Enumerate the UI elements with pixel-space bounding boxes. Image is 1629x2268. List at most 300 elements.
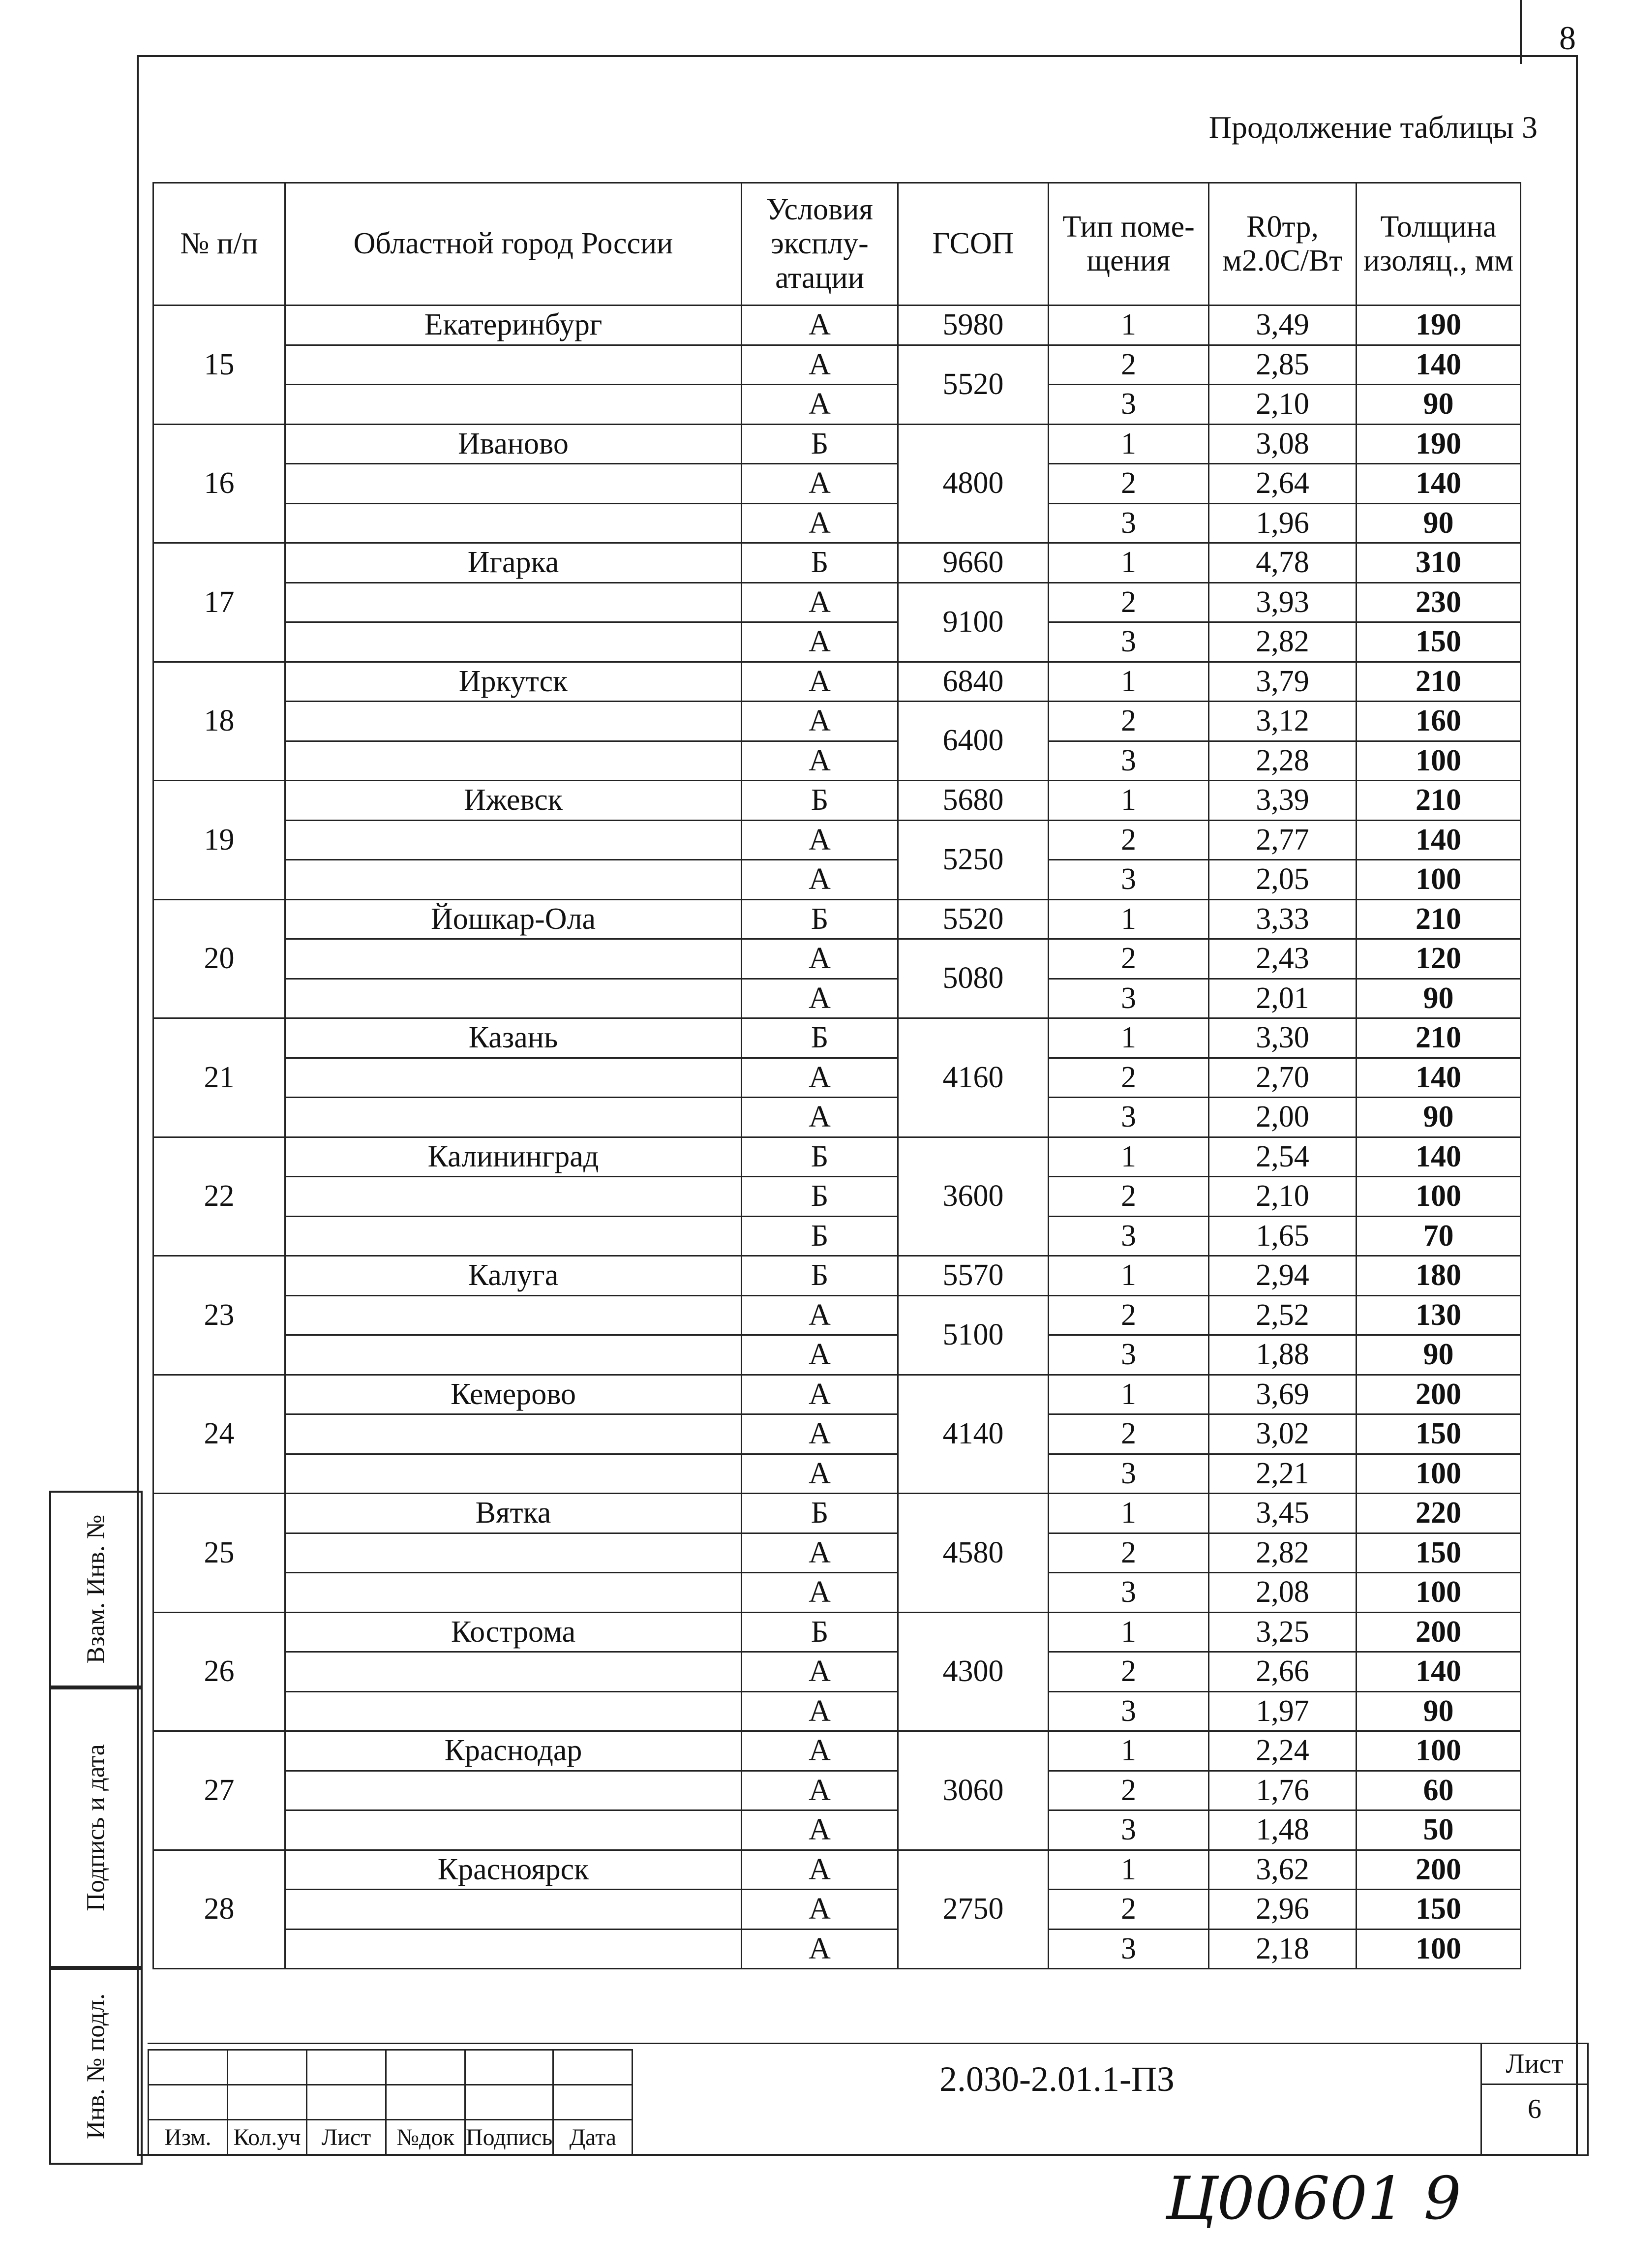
stamp-label: №док bbox=[386, 2120, 465, 2155]
resistance-cell: 2,70 bbox=[1209, 1058, 1357, 1098]
handwritten-note: Ц00601 9 bbox=[1166, 2165, 1461, 2233]
thickness-cell: 100 bbox=[1357, 1731, 1521, 1771]
city-cell bbox=[285, 1771, 742, 1810]
condition-cell: А bbox=[742, 1810, 898, 1850]
room-type-cell: 3 bbox=[1049, 1691, 1209, 1731]
thickness-cell: 90 bbox=[1357, 1335, 1521, 1375]
table-row bbox=[153, 1098, 1521, 1137]
city-cell bbox=[285, 1573, 742, 1613]
room-type-cell: 1 bbox=[1049, 1850, 1209, 1890]
table-row bbox=[153, 622, 1521, 662]
condition-cell: А bbox=[742, 582, 898, 622]
row-number: 19 bbox=[153, 781, 285, 900]
table-row bbox=[153, 1375, 1521, 1414]
room-type-cell: 1 bbox=[1049, 781, 1209, 821]
thickness-cell: 60 bbox=[1357, 1771, 1521, 1810]
side-field-vzam bbox=[49, 1491, 143, 1687]
room-type-cell: 2 bbox=[1049, 939, 1209, 979]
city-cell bbox=[285, 582, 742, 622]
thickness-cell: 160 bbox=[1357, 702, 1521, 741]
city-cell bbox=[285, 1414, 742, 1454]
gsop-cell: 4580 bbox=[898, 1494, 1049, 1613]
resistance-cell: 2,08 bbox=[1209, 1573, 1357, 1613]
condition-cell: А bbox=[742, 1533, 898, 1573]
thickness-cell: 150 bbox=[1357, 1414, 1521, 1454]
resistance-cell: 2,10 bbox=[1209, 385, 1357, 425]
condition-cell: А bbox=[742, 820, 898, 860]
city-cell bbox=[285, 1295, 742, 1335]
stamp-label: Лист bbox=[307, 2120, 386, 2155]
city-cell: Вятка bbox=[285, 1494, 742, 1533]
room-type-cell: 1 bbox=[1049, 1256, 1209, 1296]
room-type-cell: 2 bbox=[1049, 1414, 1209, 1454]
condition-cell: А bbox=[742, 1573, 898, 1613]
city-cell bbox=[285, 1216, 742, 1256]
table-row bbox=[153, 1494, 1521, 1533]
room-type-cell: 1 bbox=[1049, 662, 1209, 702]
thickness-cell: 140 bbox=[1357, 1652, 1521, 1692]
resistance-cell: 3,49 bbox=[1209, 306, 1357, 345]
page-number: 8 bbox=[1559, 19, 1576, 57]
condition-cell: А bbox=[742, 1890, 898, 1930]
table-row bbox=[153, 1177, 1521, 1217]
condition-cell: А bbox=[742, 385, 898, 425]
resistance-cell: 2,96 bbox=[1209, 1890, 1357, 1930]
table-row bbox=[153, 464, 1521, 504]
resistance-cell: 2,64 bbox=[1209, 464, 1357, 504]
header-room-type: Тип поме- щения bbox=[1049, 183, 1209, 306]
row-number: 23 bbox=[153, 1256, 285, 1375]
thickness-cell: 190 bbox=[1357, 306, 1521, 345]
condition-cell: А bbox=[742, 1375, 898, 1414]
city-cell bbox=[285, 1177, 742, 1217]
room-type-cell: 2 bbox=[1049, 582, 1209, 622]
gsop-cell: 6840 bbox=[898, 662, 1049, 702]
sheet-label: Лист bbox=[1482, 2044, 1587, 2085]
thickness-cell: 210 bbox=[1357, 899, 1521, 939]
gsop-cell: 2750 bbox=[898, 1850, 1049, 1969]
gsop-cell: 5100 bbox=[898, 1295, 1049, 1375]
condition-cell: Б bbox=[742, 1256, 898, 1296]
city-cell: Кострома bbox=[285, 1612, 742, 1652]
table-row bbox=[153, 306, 1521, 345]
gsop-cell: 4800 bbox=[898, 424, 1049, 543]
thickness-cell: 100 bbox=[1357, 1454, 1521, 1494]
table-row bbox=[153, 1335, 1521, 1375]
table-row bbox=[153, 899, 1521, 939]
row-number: 18 bbox=[153, 662, 285, 781]
condition-cell: Б bbox=[742, 1177, 898, 1217]
room-type-cell: 2 bbox=[1049, 702, 1209, 741]
condition-cell: Б bbox=[742, 899, 898, 939]
stamp-label: Подпись bbox=[465, 2120, 553, 2155]
room-type-cell: 2 bbox=[1049, 820, 1209, 860]
resistance-cell: 1,48 bbox=[1209, 1810, 1357, 1850]
city-cell: Калуга bbox=[285, 1256, 742, 1296]
resistance-cell: 2,10 bbox=[1209, 1177, 1357, 1217]
city-cell: Ижевск bbox=[285, 781, 742, 821]
table-row bbox=[153, 503, 1521, 543]
table-row bbox=[153, 662, 1521, 702]
room-type-cell: 2 bbox=[1049, 1771, 1209, 1810]
table-row bbox=[153, 1612, 1521, 1652]
thickness-cell: 100 bbox=[1357, 1929, 1521, 1969]
resistance-cell: 2,24 bbox=[1209, 1731, 1357, 1771]
gsop-cell: 5080 bbox=[898, 939, 1049, 1018]
city-cell bbox=[285, 1810, 742, 1850]
row-number: 26 bbox=[153, 1612, 285, 1731]
table-row bbox=[153, 1771, 1521, 1810]
row-number: 28 bbox=[153, 1850, 285, 1969]
room-type-cell: 1 bbox=[1049, 1494, 1209, 1533]
gsop-cell: 4140 bbox=[898, 1375, 1049, 1494]
room-type-cell: 3 bbox=[1049, 1454, 1209, 1494]
gsop-cell: 5980 bbox=[898, 306, 1049, 345]
resistance-cell: 2,85 bbox=[1209, 345, 1357, 385]
table-row bbox=[153, 1929, 1521, 1969]
city-cell: Иркутск bbox=[285, 662, 742, 702]
row-number: 27 bbox=[153, 1731, 285, 1850]
table-row bbox=[153, 1256, 1521, 1296]
resistance-cell: 3,08 bbox=[1209, 424, 1357, 464]
gsop-cell: 3600 bbox=[898, 1137, 1049, 1256]
thickness-cell: 100 bbox=[1357, 1177, 1521, 1217]
table-row bbox=[153, 1652, 1521, 1692]
city-cell bbox=[285, 820, 742, 860]
resistance-cell: 3,25 bbox=[1209, 1612, 1357, 1652]
resistance-cell: 1,88 bbox=[1209, 1335, 1357, 1375]
table-row bbox=[153, 385, 1521, 425]
thickness-cell: 210 bbox=[1357, 781, 1521, 821]
table-row bbox=[153, 1137, 1521, 1177]
header-thickness: Толщина изоляц., мм bbox=[1357, 183, 1521, 306]
table-row bbox=[153, 424, 1521, 464]
gsop-cell: 4300 bbox=[898, 1612, 1049, 1731]
city-cell bbox=[285, 860, 742, 900]
condition-cell: Б bbox=[742, 1018, 898, 1058]
condition-cell: А bbox=[742, 741, 898, 781]
resistance-cell: 2,05 bbox=[1209, 860, 1357, 900]
thickness-cell: 100 bbox=[1357, 860, 1521, 900]
city-cell bbox=[285, 503, 742, 543]
room-type-cell: 3 bbox=[1049, 1098, 1209, 1137]
row-number: 16 bbox=[153, 424, 285, 543]
table-row bbox=[153, 1850, 1521, 1890]
row-number: 21 bbox=[153, 1018, 285, 1137]
room-type-cell: 1 bbox=[1049, 543, 1209, 583]
city-cell bbox=[285, 1335, 742, 1375]
resistance-cell: 2,66 bbox=[1209, 1652, 1357, 1692]
city-cell: Казань bbox=[285, 1018, 742, 1058]
gsop-cell: 5520 bbox=[898, 899, 1049, 939]
city-cell: Калининград bbox=[285, 1137, 742, 1177]
gsop-cell: 5250 bbox=[898, 820, 1049, 899]
thickness-cell: 90 bbox=[1357, 385, 1521, 425]
table-header-row bbox=[153, 183, 1521, 306]
condition-cell: А bbox=[742, 503, 898, 543]
side-label-vzam: Взам. Инв. № bbox=[82, 1514, 110, 1664]
resistance-cell: 2,21 bbox=[1209, 1454, 1357, 1494]
thickness-cell: 150 bbox=[1357, 622, 1521, 662]
thickness-cell: 180 bbox=[1357, 1256, 1521, 1296]
thickness-cell: 210 bbox=[1357, 662, 1521, 702]
resistance-cell: 1,76 bbox=[1209, 1771, 1357, 1810]
header-city: Областной город России bbox=[285, 183, 742, 306]
city-cell bbox=[285, 622, 742, 662]
table-row bbox=[153, 1731, 1521, 1771]
room-type-cell: 2 bbox=[1049, 1652, 1209, 1692]
table-row bbox=[153, 741, 1521, 781]
gsop-cell: 3060 bbox=[898, 1731, 1049, 1850]
condition-cell: А bbox=[742, 1295, 898, 1335]
table-row bbox=[153, 345, 1521, 385]
city-cell: Иваново bbox=[285, 424, 742, 464]
table-row bbox=[153, 1295, 1521, 1335]
resistance-cell: 3,45 bbox=[1209, 1494, 1357, 1533]
thickness-cell: 90 bbox=[1357, 1691, 1521, 1731]
condition-cell: А bbox=[742, 1414, 898, 1454]
thickness-cell: 220 bbox=[1357, 1494, 1521, 1533]
room-type-cell: 2 bbox=[1049, 345, 1209, 385]
table-row bbox=[153, 702, 1521, 741]
table-caption: Продолжение таблицы 3 bbox=[1208, 110, 1538, 145]
gsop-cell: 5680 bbox=[898, 781, 1049, 821]
stamp-label: Кол.уч bbox=[228, 2120, 307, 2155]
sheet-number: 6 bbox=[1528, 2094, 1541, 2124]
side-field-inv bbox=[49, 1968, 143, 2165]
city-cell: Краснодар bbox=[285, 1731, 742, 1771]
city-cell: Игарка bbox=[285, 543, 742, 583]
thickness-cell: 130 bbox=[1357, 1295, 1521, 1335]
resistance-cell: 2,82 bbox=[1209, 622, 1357, 662]
table-row bbox=[153, 781, 1521, 821]
city-cell bbox=[285, 385, 742, 425]
condition-cell: Б bbox=[742, 1494, 898, 1533]
city-cell bbox=[285, 939, 742, 979]
resistance-cell: 3,02 bbox=[1209, 1414, 1357, 1454]
room-type-cell: 1 bbox=[1049, 424, 1209, 464]
thickness-cell: 140 bbox=[1357, 1058, 1521, 1098]
header-gsop: ГСОП bbox=[898, 183, 1049, 306]
condition-cell: Б bbox=[742, 543, 898, 583]
header-resistance: R0тр, м2.0С/Вт bbox=[1209, 183, 1357, 306]
room-type-cell: 3 bbox=[1049, 503, 1209, 543]
room-type-cell: 1 bbox=[1049, 1731, 1209, 1771]
resistance-cell: 3,12 bbox=[1209, 702, 1357, 741]
resistance-cell: 3,39 bbox=[1209, 781, 1357, 821]
room-type-cell: 1 bbox=[1049, 1018, 1209, 1058]
room-type-cell: 1 bbox=[1049, 1137, 1209, 1177]
city-cell: Йошкар-Ола bbox=[285, 899, 742, 939]
table-row bbox=[153, 543, 1521, 583]
resistance-cell: 4,78 bbox=[1209, 543, 1357, 583]
condition-cell: А bbox=[742, 1731, 898, 1771]
header-num: № п/п bbox=[153, 183, 285, 306]
gsop-cell: 9100 bbox=[898, 582, 1049, 662]
resistance-cell: 3,69 bbox=[1209, 1375, 1357, 1414]
resistance-cell: 1,97 bbox=[1209, 1691, 1357, 1731]
thickness-cell: 150 bbox=[1357, 1890, 1521, 1930]
condition-cell: А bbox=[742, 939, 898, 979]
condition-cell: А bbox=[742, 1771, 898, 1810]
city-cell bbox=[285, 1929, 742, 1969]
resistance-cell: 2,01 bbox=[1209, 979, 1357, 1018]
city-cell: Екатеринбург bbox=[285, 306, 742, 345]
thickness-cell: 140 bbox=[1357, 820, 1521, 860]
condition-cell: А bbox=[742, 622, 898, 662]
resistance-cell: 2,28 bbox=[1209, 741, 1357, 781]
city-cell bbox=[285, 1533, 742, 1573]
side-label-podpis: Подпись и дата bbox=[82, 1744, 110, 1911]
gsop-cell: 4160 bbox=[898, 1018, 1049, 1137]
thickness-cell: 100 bbox=[1357, 741, 1521, 781]
header-conditions: Условия эксплу- атации bbox=[742, 183, 898, 306]
condition-cell: А bbox=[742, 1850, 898, 1890]
room-type-cell: 3 bbox=[1049, 1216, 1209, 1256]
resistance-cell: 1,96 bbox=[1209, 503, 1357, 543]
table-row bbox=[153, 1414, 1521, 1454]
resistance-cell: 2,18 bbox=[1209, 1929, 1357, 1969]
resistance-cell: 2,43 bbox=[1209, 939, 1357, 979]
resistance-cell: 3,30 bbox=[1209, 1018, 1357, 1058]
table-row bbox=[153, 1454, 1521, 1494]
room-type-cell: 2 bbox=[1049, 464, 1209, 504]
room-type-cell: 3 bbox=[1049, 622, 1209, 662]
thickness-cell: 140 bbox=[1357, 345, 1521, 385]
resistance-cell: 2,77 bbox=[1209, 820, 1357, 860]
condition-cell: А bbox=[742, 1691, 898, 1731]
city-cell bbox=[285, 1691, 742, 1731]
condition-cell: А bbox=[742, 1454, 898, 1494]
condition-cell: А bbox=[742, 702, 898, 741]
condition-cell: А bbox=[742, 1335, 898, 1375]
table-row bbox=[153, 1810, 1521, 1850]
condition-cell: Б bbox=[742, 1216, 898, 1256]
condition-cell: А bbox=[742, 345, 898, 385]
table-row bbox=[153, 1018, 1521, 1058]
thickness-cell: 150 bbox=[1357, 1533, 1521, 1573]
city-cell: Красноярск bbox=[285, 1850, 742, 1890]
thickness-cell: 200 bbox=[1357, 1850, 1521, 1890]
room-type-cell: 3 bbox=[1049, 1810, 1209, 1850]
condition-cell: А bbox=[742, 662, 898, 702]
city-cell bbox=[285, 1098, 742, 1137]
resistance-cell: 2,00 bbox=[1209, 1098, 1357, 1137]
thickness-cell: 200 bbox=[1357, 1375, 1521, 1414]
stamp-top-line bbox=[148, 2043, 1480, 2044]
thickness-cell: 100 bbox=[1357, 1573, 1521, 1613]
city-cell: Кемерово bbox=[285, 1375, 742, 1414]
gsop-cell: 5570 bbox=[898, 1256, 1049, 1296]
city-cell bbox=[285, 1652, 742, 1692]
stamp-label: Изм. bbox=[149, 2120, 228, 2155]
condition-cell: А bbox=[742, 1098, 898, 1137]
room-type-cell: 1 bbox=[1049, 1612, 1209, 1652]
table-row bbox=[153, 820, 1521, 860]
stamp-label: Дата bbox=[553, 2120, 633, 2155]
thickness-cell: 230 bbox=[1357, 582, 1521, 622]
thickness-cell: 140 bbox=[1357, 464, 1521, 504]
room-type-cell: 3 bbox=[1049, 1573, 1209, 1613]
room-type-cell: 3 bbox=[1049, 860, 1209, 900]
row-number: 15 bbox=[153, 306, 285, 425]
thickness-cell: 190 bbox=[1357, 424, 1521, 464]
table-row bbox=[153, 939, 1521, 979]
thickness-cell: 90 bbox=[1357, 979, 1521, 1018]
city-cell bbox=[285, 1454, 742, 1494]
condition-cell: А bbox=[742, 860, 898, 900]
thickness-cell: 310 bbox=[1357, 543, 1521, 583]
city-cell bbox=[285, 741, 742, 781]
city-cell bbox=[285, 1890, 742, 1930]
condition-cell: Б bbox=[742, 1612, 898, 1652]
condition-cell: А bbox=[742, 1929, 898, 1969]
gsop-cell: 9660 bbox=[898, 543, 1049, 583]
thickness-cell: 140 bbox=[1357, 1137, 1521, 1177]
table-row bbox=[153, 1573, 1521, 1613]
condition-cell: Б bbox=[742, 1137, 898, 1177]
row-number: 25 bbox=[153, 1494, 285, 1613]
thickness-cell: 90 bbox=[1357, 503, 1521, 543]
resistance-cell: 2,82 bbox=[1209, 1533, 1357, 1573]
row-number: 22 bbox=[153, 1137, 285, 1256]
room-type-cell: 2 bbox=[1049, 1295, 1209, 1335]
resistance-cell: 2,54 bbox=[1209, 1137, 1357, 1177]
row-number: 24 bbox=[153, 1375, 285, 1494]
resistance-cell: 3,62 bbox=[1209, 1850, 1357, 1890]
side-label-inv: Инв. № подл. bbox=[82, 1993, 110, 2140]
table-row bbox=[153, 1216, 1521, 1256]
room-type-cell: 1 bbox=[1049, 306, 1209, 345]
room-type-cell: 3 bbox=[1049, 741, 1209, 781]
sheet-box bbox=[1480, 2043, 1589, 2156]
condition-cell: Б bbox=[742, 781, 898, 821]
city-cell bbox=[285, 1058, 742, 1098]
condition-cell: А bbox=[742, 1058, 898, 1098]
room-type-cell: 3 bbox=[1049, 1335, 1209, 1375]
resistance-cell: 3,79 bbox=[1209, 662, 1357, 702]
gsop-cell: 5520 bbox=[898, 345, 1049, 424]
table-row bbox=[153, 1533, 1521, 1573]
room-type-cell: 2 bbox=[1049, 1890, 1209, 1930]
room-type-cell: 2 bbox=[1049, 1533, 1209, 1573]
table-row bbox=[153, 860, 1521, 900]
resistance-cell: 3,33 bbox=[1209, 899, 1357, 939]
room-type-cell: 2 bbox=[1049, 1177, 1209, 1217]
city-cell bbox=[285, 979, 742, 1018]
table-row bbox=[153, 1890, 1521, 1930]
resistance-cell: 3,93 bbox=[1209, 582, 1357, 622]
document-code: 2.030-2.01.1-ПЗ bbox=[939, 2059, 1175, 2099]
room-type-cell: 1 bbox=[1049, 1375, 1209, 1414]
title-block bbox=[148, 2049, 633, 2155]
row-number: 20 bbox=[153, 899, 285, 1018]
room-type-cell: 3 bbox=[1049, 979, 1209, 1018]
table-row bbox=[153, 979, 1521, 1018]
condition-cell: А bbox=[742, 979, 898, 1018]
table-row bbox=[153, 1058, 1521, 1098]
city-cell bbox=[285, 702, 742, 741]
thickness-cell: 120 bbox=[1357, 939, 1521, 979]
gsop-cell: 6400 bbox=[898, 702, 1049, 781]
room-type-cell: 3 bbox=[1049, 1929, 1209, 1969]
resistance-cell: 1,65 bbox=[1209, 1216, 1357, 1256]
side-field-podpis bbox=[49, 1687, 143, 1968]
table-row bbox=[153, 1691, 1521, 1731]
condition-cell: А bbox=[742, 1652, 898, 1692]
room-type-cell: 1 bbox=[1049, 899, 1209, 939]
resistance-cell: 2,94 bbox=[1209, 1256, 1357, 1296]
